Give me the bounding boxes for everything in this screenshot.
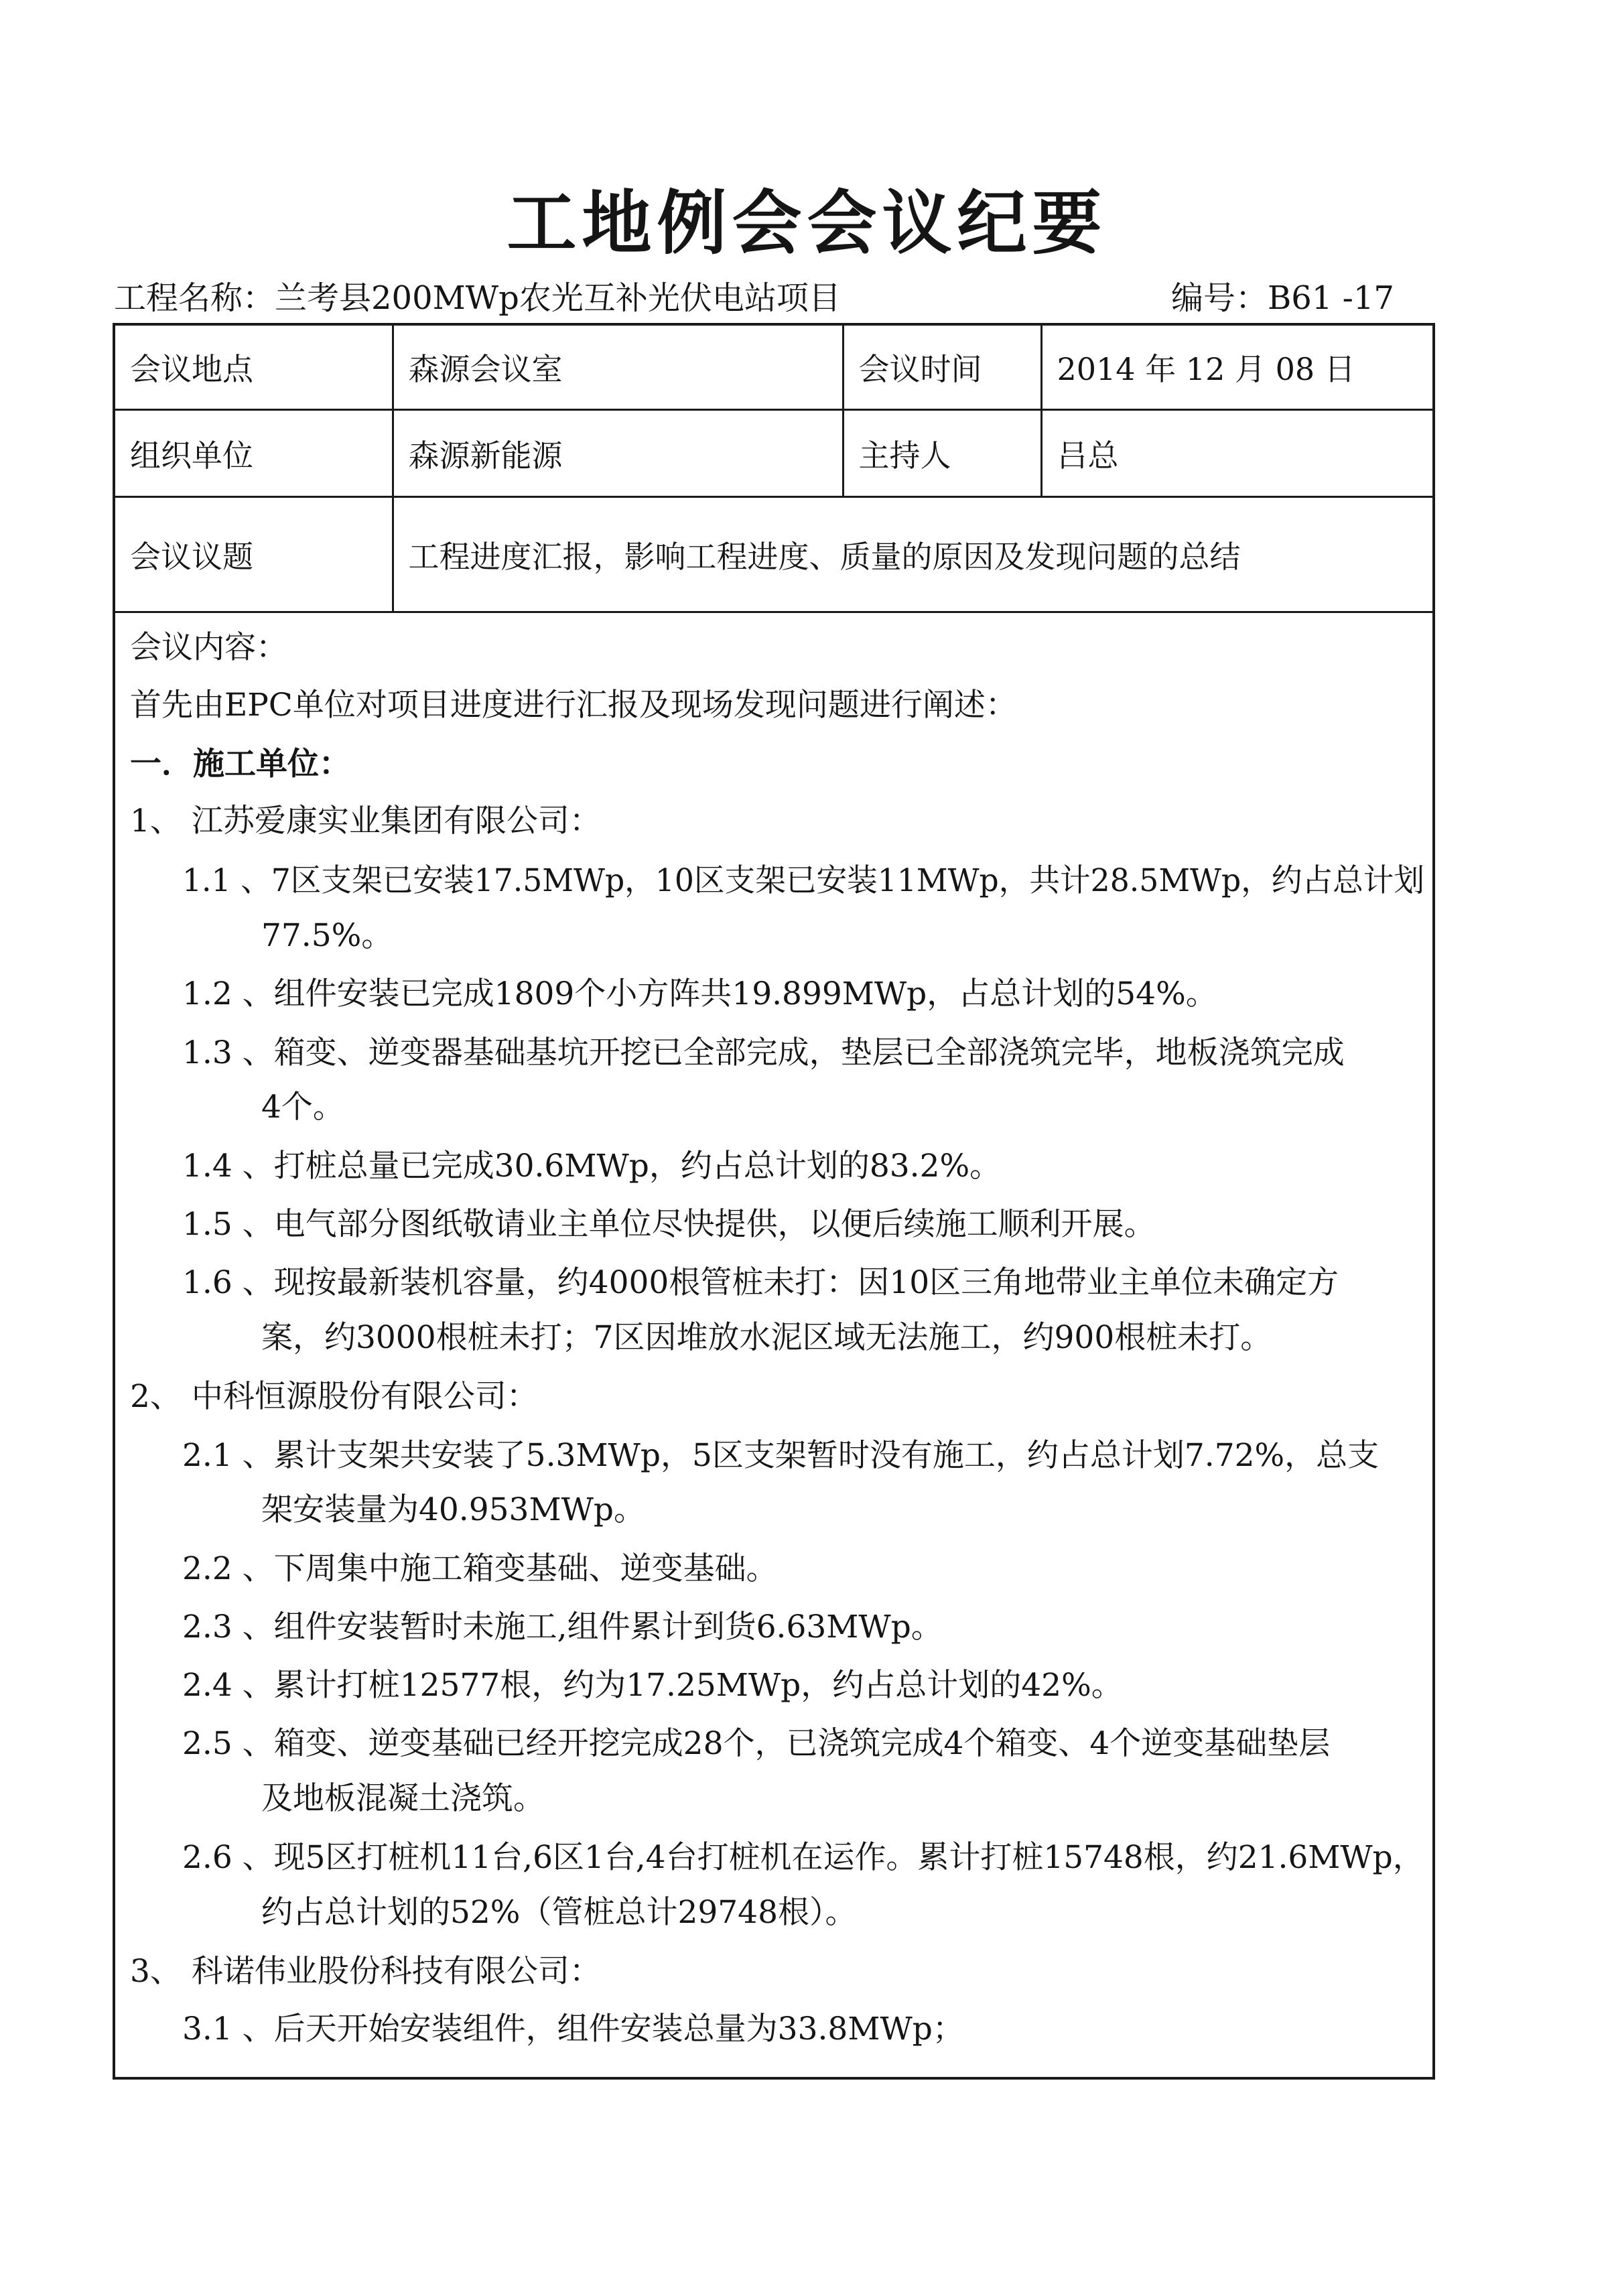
meeting-content [115, 611, 1432, 2076]
page-title: 工地例会会议纪要 [507, 182, 1107, 264]
list-item-continuation: 4个。 [261, 1089, 344, 1126]
host-value: 吕总 [1041, 410, 1432, 497]
list-item: 3.1 、后天开始安装组件，组件安装总量为33.8MWp； [182, 2011, 964, 2047]
organizer-value: 森源新能源 [393, 410, 843, 497]
list-item: 2.2 、下周集中施工箱变基础、逆变基础。 [182, 1550, 778, 1587]
minutes-sheet [113, 323, 1435, 2080]
list-item-continuation: 约占总计划的52%（管桩总计29748根）。 [261, 1894, 857, 1931]
list-item: 2.5 、箱变、逆变基础已经开挖完成28个，已浇筑完成4个箱变、4个逆变基础垫层 [182, 1725, 1331, 1762]
time-label: 会议时间 [843, 326, 1041, 410]
time-value: 2014 年 12 月 08 日 [1041, 326, 1432, 410]
list-item: 1.3 、箱变、逆变器基础基坑开挖已全部完成，垫层已全部浇筑完毕，地板浇筑完成 [182, 1034, 1345, 1071]
content-intro: 首先由EPC单位对项目进度进行汇报及现场发现问题进行阐述： [130, 687, 1017, 724]
list-item: 1.2 、组件安装已完成1809个小方阵共19.899MWp，占总计划的54%。 [182, 975, 1217, 1012]
meeting-info-table [115, 326, 1432, 613]
location-label: 会议地点 [115, 326, 393, 410]
table-row [115, 326, 1432, 410]
list-item: 1.5 、电气部分图纸敬请业主单位尽快提供，以便后续施工顺利开展。 [182, 1206, 1156, 1243]
table-row [115, 497, 1432, 612]
list-item-continuation: 及地板混凝土浇筑。 [261, 1780, 545, 1817]
list-item: 2.6 、现5区打桩机11台,6区1台,4台打桩机在运作。累计打桩15748根，约21.6MWp， [182, 1839, 1424, 1876]
list-item: 1.4 、打桩总量已完成30.6MWp，约占总计划的83.2%。 [182, 1148, 1002, 1185]
list-item: 2.1 、累计支架共安装了5.3MWp，5区支架暂时没有施工，约占总计划7.72%，总支 [182, 1437, 1380, 1474]
company-heading: 2、 中科恒源股份有限公司： [130, 1378, 538, 1415]
list-item: 1.6 、现按最新装机容量，约4000根管桩未打：因10区三角地带业主单位未确定方 [182, 1264, 1339, 1301]
project-name: 工程名称：兰考县200MWp农光互补光伏电站项目 [114, 279, 841, 317]
list-item: 2.3 、组件安装暂时未施工,组件累计到货6.63MWp。 [182, 1609, 943, 1645]
host-label: 主持人 [843, 410, 1041, 497]
topic-value: 工程进度汇报，影响工程进度、质量的原因及发现问题的总结 [393, 497, 1432, 612]
list-item-continuation: 77.5%。 [261, 917, 393, 954]
organizer-label: 组织单位 [115, 410, 393, 497]
company-heading: 3、 科诺伟业股份科技有限公司： [130, 1953, 601, 1990]
section-heading: 一．施工单位： [130, 746, 350, 783]
content-heading: 会议内容： [130, 629, 287, 666]
list-item: 2.4 、累计打桩12577根，约为17.25MWp，约占总计划的42%。 [182, 1667, 1123, 1704]
document-number: 编号：B61 -17 [1171, 279, 1394, 317]
company-heading: 1、 江苏爱康实业集团有限公司： [130, 803, 601, 839]
topic-label: 会议议题 [115, 497, 393, 612]
list-item-continuation: 案，约3000根桩未打；7区因堆放水泥区域无法施工，约900根桩未打。 [261, 1319, 1272, 1356]
list-item-continuation: 架安装量为40.953MWp。 [261, 1491, 645, 1528]
list-item: 1.1 、7区支架已安装17.5MWp，10区支架已安装11MWp，共计28.5MWp，约占总计划 [182, 862, 1425, 899]
table-row [115, 410, 1432, 497]
location-value: 森源会议室 [393, 326, 843, 410]
